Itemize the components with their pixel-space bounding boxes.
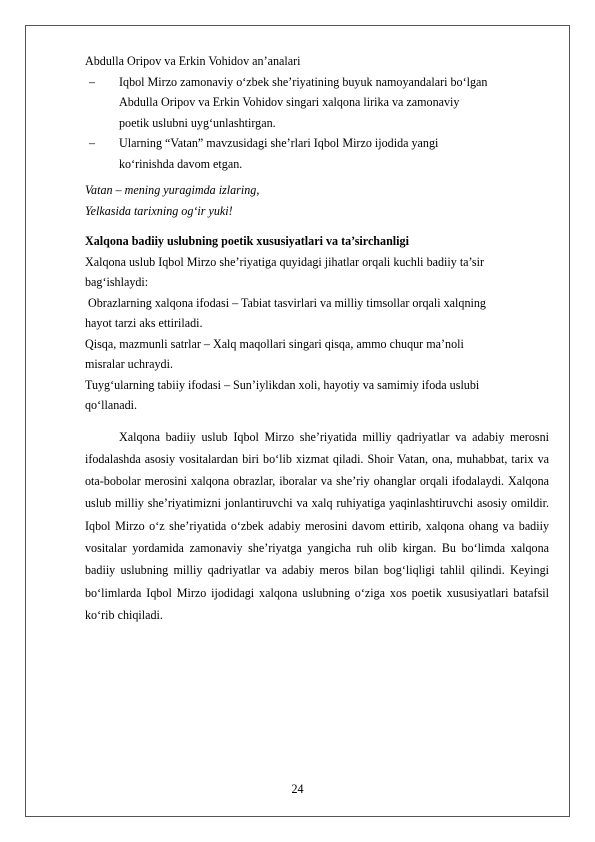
body-line: qo‘llanadi. [85, 398, 138, 412]
body-line: bag‘ishlaydi: [85, 275, 149, 289]
body-paragraph: Xalqona badiiy uslub Iqbol Mirzo she’riyatida milliy qadriyatlar va adabiy merosni ifodalashda asosiy vositalardan biri bo‘lib xizmat qiladi. Shoir Vatan, ona, muhabbat, tarix va ota-bobolar merosini xalqona obrazlar, iboralar va she’riy ohanglar orqali ifodalaydi. Xalqona uslub milliy she’riyatimizni jonlantiruvchi va xalq ruhiyatiga yaqinlashtiruvchi asosiy omildir. Iqbol Mirzo o‘z she’riyatida o‘zbek adabiy merosini davom ettirib, xalqona ohang va badiiy vositalar yordamida zamonaviy she’riyatga yangicha ruh olib kirgan. Bu bo‘limda xalqona badiiy uslubning milliy qadriyatlar va adabiy meros bilan bog‘liqligi tahlil qilindi. Keyingi bo‘limlarda Iqbol Mirzo ijodidagi xalqona uslubning o‘ziga xos poetik xususiyatlari batafsil ko‘rib chiqiladi. [85, 429, 549, 622]
bullet-line: poetik uslubni uyg‘unlashtirgan. [119, 115, 276, 130]
body-line: Qisqa, mazmunli satrlar – Xalq maqollari singari qisqa, ammo chuqur ma’noli [85, 336, 464, 351]
dash-bullet: – [89, 136, 96, 150]
body-line: Tuyg‘ularning tabiiy ifodasi – Sun’iylikdan xoli, hayotiy va samimiy ifoda uslubi [85, 377, 480, 392]
body-line: hayot tarzi aks ettiriladi. [85, 316, 203, 330]
intro-line: Abdulla Oripov va Erkin Vohidov an’analari [85, 54, 301, 68]
bullet-line: Ularning “Vatan” mavzusidagi she’rlari Iqbol Mirzo ijodida yangi [119, 136, 439, 150]
poem-line: Yelkasida tarixning og‘ir yuki! [85, 203, 233, 218]
bullet-item [85, 133, 549, 174]
bullet-line: Iqbol Mirzo zamonaviy o‘zbek she’riyatining buyuk namoyandalari bo‘lgan [119, 74, 488, 89]
bullet-line: Abdulla Oripov va Erkin Vohidov singari xalqona lirika va zamonaviy [119, 95, 460, 109]
bullet-line: ko‘rinishda davom etgan. [119, 156, 243, 171]
bullet-item [85, 72, 549, 134]
poem-line: Vatan – mening yuragimda izlaring, [85, 183, 260, 197]
body-line: Xalqona uslub Iqbol Mirzo she’riyatiga quyidagi jihatlar orqali kuchli badiiy ta’sir [85, 254, 484, 269]
section-heading: Xalqona badiiy uslubning poetik xususiyatlari va ta’sirchanligi [85, 234, 409, 248]
page-content [85, 51, 549, 626]
dash-bullet: – [89, 74, 96, 89]
body-line: misralar uchraydi. [85, 357, 173, 371]
body-line: Obrazlarning xalqona ifodasi – Tabiat tasvirlari va milliy timsollar orqali xalqning [85, 295, 486, 310]
page-number: 24 [291, 782, 304, 796]
